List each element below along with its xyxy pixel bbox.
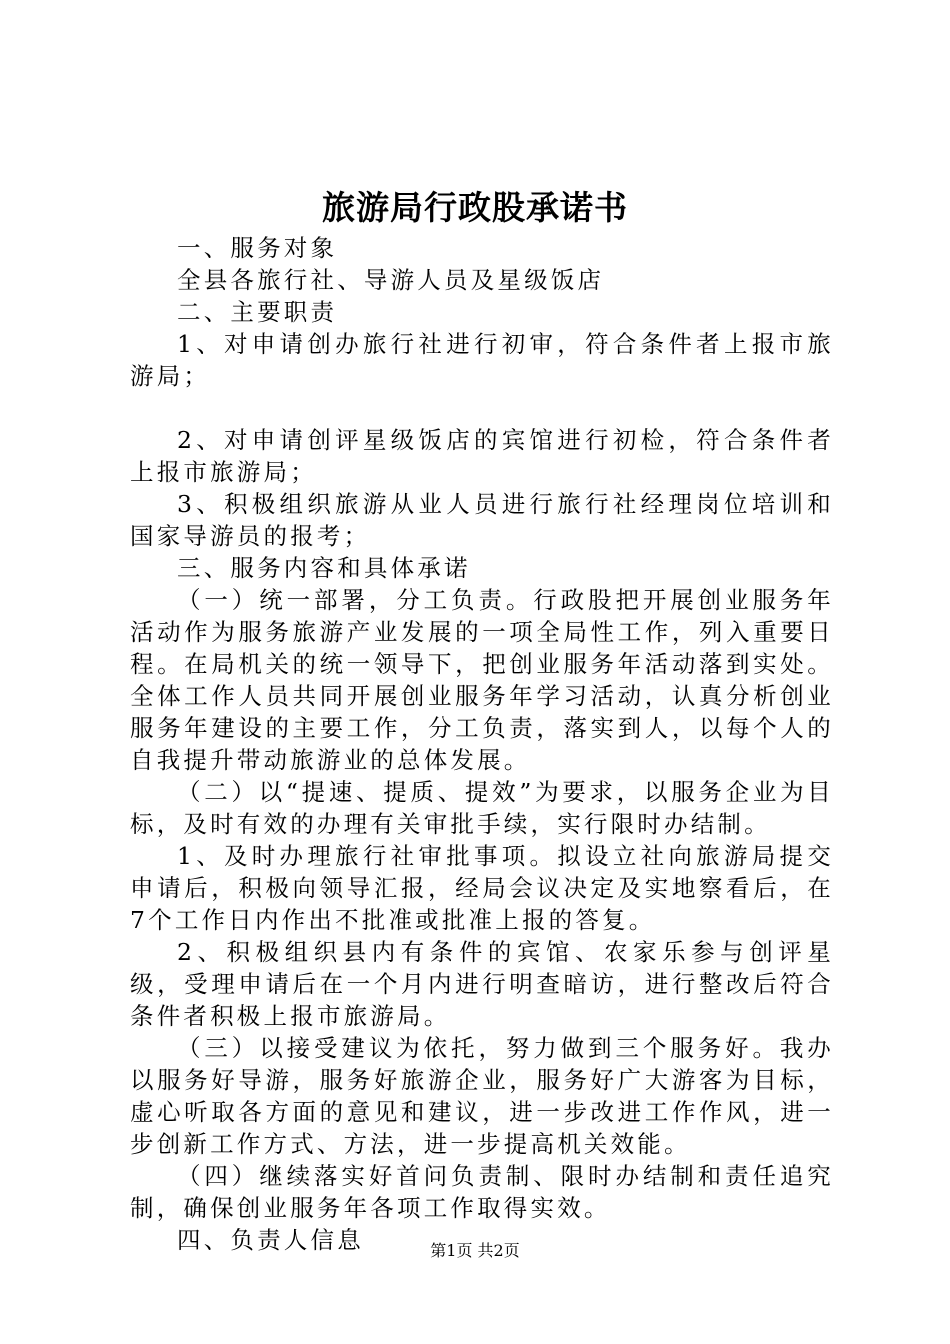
section-heading-service-commitments: 三、服务内容和具体承诺 [177,554,471,582]
section-heading-service-target: 一、服务对象 [177,234,338,262]
document-title: 旅游局行政股承诺书 [322,188,628,227]
paragraph-duty-2: 2、对申请创评星级饭店的宾馆进行初检，符合条件者上报市旅游局； [130,426,834,486]
paragraph-service-target: 全县各旅行社、导游人员及星级饭店 [177,266,605,294]
paragraph-commitment-2: （二）以“提速、提质、提效”为要求，以服务企业为目标，及时有效的办理有关审批手续，实行限时办结制。 [130,778,834,838]
paragraph-commitment-3: （三）以接受建议为依托，努力做到三个服务好。我办以服务好导游，服务好旅游企业，服务好广大游客为目标，虚心听取各方面的意见和建议，进一步改进工作作风，进一步创新工作方式、方法，进一步提高机关效能。 [130,1034,834,1158]
paragraph-commitment-1: （一）统一部署，分工负责。行政股把开展创业服务年活动作为服务旅游产业发展的一项全局性工作，列入重要日程。在局机关的统一领导下，把创业服务年活动落到实处。全体工作人员共同开展创业服务年学习活动，认真分析创业服务年建设的主要工作，分工负责，落实到人，以每个人的自我提升带动旅游业的总体发展。 [130,586,834,774]
paragraph-duty-1: 1、对申请创办旅行社进行初审，符合条件者上报市旅游局； [130,330,834,390]
paragraph-commitment-2-item-1: 1、及时办理旅行社审批事项。拟设立社向旅游局提交申请后，积极向领导汇报，经局会议决定及实地察看后，在7个工作日内作出不批准或批准上报的答复。 [130,842,834,934]
paragraph-duty-3: 3、积极组织旅游从业人员进行旅行社经理岗位培训和国家导游员的报考； [130,490,834,550]
section-heading-main-duties: 二、主要职责 [177,298,338,326]
paragraph-commitment-4: （四）继续落实好首问负责制、限时办结制和责任追究制，确保创业服务年各项工作取得实效。 [130,1162,834,1222]
section-heading-person-in-charge: 四、负责人信息 [177,1226,364,1254]
paragraph-commitment-2-item-2: 2、积极组织县内有条件的宾馆、农家乐参与创评星级，受理申请后在一个月内进行明查暗访，进行整改后符合条件者积极上报市旅游局。 [130,938,834,1030]
page-footer: 第1页 共2页 [430,1241,520,1260]
document-body [130,232,834,1256]
